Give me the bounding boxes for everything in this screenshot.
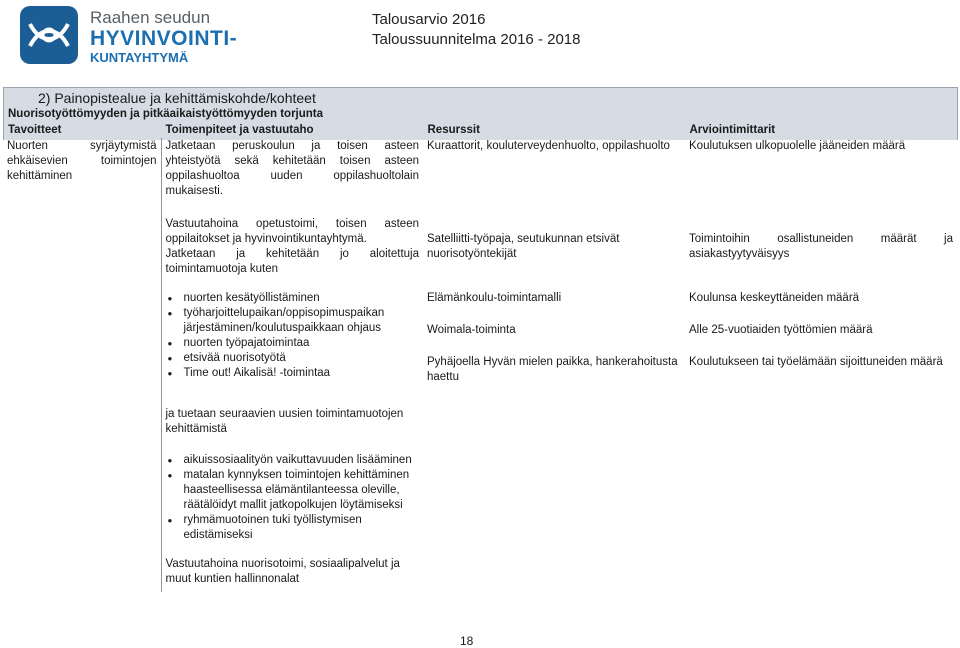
section-subtitle: Nuorisotyöttömyyden ja pitkäaikaistyöttömyyden torjunta — [4, 108, 958, 124]
indicator-item: Koulutukseen tai työelämään sijoittuneiden määrä — [689, 356, 943, 368]
new-measures-list — [166, 453, 420, 543]
page-number: 18 — [460, 634, 474, 648]
resource-item: Elämänkoulu-toimintamalli — [427, 292, 562, 304]
measure-cell: Jatketaan peruskoulun ja toisen asteen yhteistyötä sekä kehitetään toisen asteen oppilashuoltoa uuden oppilashuoltolain mukaisesti. — [161, 138, 423, 200]
intro-text: ja tuetaan seuraavien uusien toimintamuotojen kehittämistä — [165, 408, 404, 435]
indicator-cell: Koulutuksen ulkopuolelle jääneiden määrä — [689, 140, 906, 152]
table-row — [3, 138, 957, 200]
indicator-item: Koulunsa keskeyttäneiden määrä — [689, 292, 860, 304]
list-item: ● aikuissosiaalityön vaikuttavuuden lisääminen — [184, 453, 420, 468]
column-header-measures: Toimenpiteet ja vastuutaho — [162, 124, 424, 140]
goal-cell: Nuorten syrjäytymistä ehkäisevien toimintojen kehittäminen — [7, 140, 157, 182]
logo-line-1: Raahen seudun — [90, 8, 211, 27]
column-header-resources: Resurssit — [424, 124, 686, 140]
organization-logo — [20, 6, 280, 66]
indicator-item: Alle 25-vuotiaiden työttömien määrä — [689, 324, 873, 336]
knot-logo-icon — [20, 6, 78, 64]
column-header-goals: Tavoitteet — [4, 124, 162, 140]
measure-text: Jatketaan ja kehitetään jo aloitettuja toimintamuotoja kuten — [165, 248, 419, 275]
indicator-cell: Toimintoihin osallistuneiden määrät ja asiakastyytyväisyys — [689, 233, 953, 260]
list-item: ● nuorten kesätyöllistäminen — [184, 291, 420, 306]
responsible-text: Vastuutahoina opetustoimi, toisen asteen oppilaitokset ja hyvinvointikuntayhtymä. — [165, 218, 419, 245]
logo-line-3: KUNTAYHTYMÄ — [90, 50, 189, 65]
document-header — [372, 10, 580, 50]
column-header-indicators: Arviointimittarit — [686, 124, 958, 140]
list-item: ● nuorten työpajatoimintaa — [184, 336, 420, 351]
plan-title: Taloussuunnitelma 2016 - 2018 — [372, 31, 581, 48]
list-item: ● matalan kynnyksen toimintojen kehittäminen haasteellisessa elämäntilanteessa oleville, räätälöidyt mallit jatkopolkujen löytämiseksi — [184, 468, 420, 513]
plan-table — [3, 138, 958, 592]
resource-item: Pyhäjoella Hyvän mielen paikka, hankerahoitusta haettu — [427, 356, 678, 383]
resource-cell: Satelliitti-työpaja, seutukunnan etsivät nuorisotyöntekijät — [427, 233, 620, 260]
responsible-text: Vastuutahoina nuorisotoimi, sosiaalipalvelut ja muut kuntien hallinnonalat — [165, 558, 400, 585]
logo-line-2: HYVINVOINTI- — [90, 27, 238, 50]
section-title: 2) Painopistealue ja kehittämiskohde/kohteet — [4, 88, 958, 109]
list-item: ● ryhmämuotoinen tuki työllistymisen edistämiseksi — [184, 513, 420, 543]
list-item: ● työharjoittelupaikan/oppisopimuspaikan järjestäminen/koulutuspaikkaan ohjaus — [184, 306, 420, 336]
budget-title: Talousarvio 2016 — [372, 11, 486, 28]
resource-item: Woimala-toiminta — [427, 324, 516, 336]
section-header-table — [3, 87, 958, 140]
list-item: ● etsivää nuorisotyötä — [184, 351, 420, 366]
measures-list — [166, 291, 420, 381]
resource-cell: Kuraattorit, kouluterveydenhuolto, oppilashuolto — [427, 140, 670, 152]
list-item: ● Time out! Aikalisä! -toimintaa — [184, 366, 420, 381]
